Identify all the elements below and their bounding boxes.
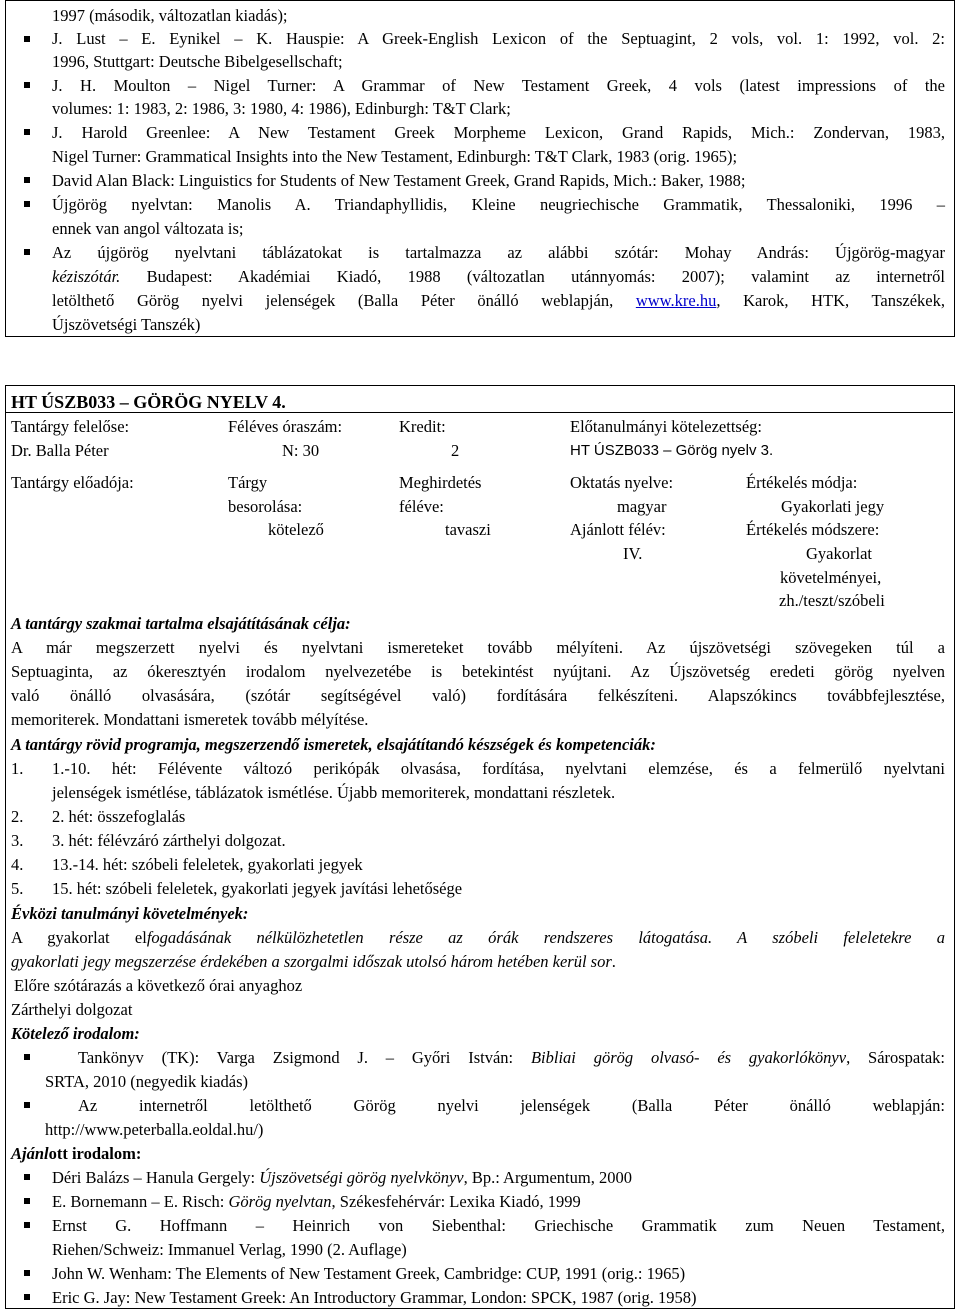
bullet-icon bbox=[24, 1102, 30, 1108]
program-item-5: 15. hét: szóbeli feleletek, gyakorlati jegyek javítási lehetősége bbox=[52, 879, 463, 898]
requirements-text-4: Zárthelyi dolgozat bbox=[11, 1000, 133, 1019]
program-num-3: 3. bbox=[11, 831, 24, 850]
program-item-1: 1.-10. hét: Félévente változó perikópák olvasása, fordítása, nyelvtani elemzése, és a felmerülő nyelvtani bbox=[52, 759, 945, 778]
mandatory-item-2-url: http://www.peterballa.eoldal.hu/) bbox=[45, 1120, 264, 1139]
requirements-text-1: A gyakorlat elfogadásának nélkülözhetetlen része az órák rendszeres látogatása. A szóbeli feleletekre a bbox=[11, 928, 945, 947]
list-item-moulton-cont: volumes: 1: 1983, 2: 1986, 3: 1980, 4: 1986), Edinburgh: T&T Clark; bbox=[52, 99, 511, 118]
credit-label: Kredit: bbox=[399, 417, 446, 436]
program-item-2: 2. hét: összefoglalás bbox=[52, 807, 186, 826]
aim-text-3: való önálló olvasására, (szótár segítségével való) fordítására felkészíteni. Alapszókincs továbbfejlesztése, bbox=[11, 686, 945, 705]
bullet-icon bbox=[24, 1222, 30, 1228]
prereq-value: HT ÚSZB033 – Görög nyelv 3. bbox=[570, 442, 774, 459]
program-item-3: 3. hét: félévzáró zárthelyi dolgozat. bbox=[52, 831, 286, 850]
bullet-icon bbox=[24, 36, 30, 42]
semester-label-2: féléve: bbox=[399, 497, 444, 516]
program-num-5: 5. bbox=[11, 879, 24, 898]
recommended-item-3-cont: Riehen/Schweiz: Immanuel Verlag, 1990 (2. Auflage) bbox=[52, 1240, 407, 1259]
recommended-literature-heading: Ajánlott irodalom: bbox=[11, 1144, 142, 1163]
aim-text-4: memoriterek. Mondattani ismeretek tovább mélyítése. bbox=[11, 710, 369, 729]
aim-text-2: Septuaginta, az ókeresztyén irodalom nyelvezetébe is betekintést nyújtani. Az Újszövetség eredeti görög nyelven bbox=[11, 662, 945, 681]
recommended-item-3: Ernst G. Hoffmann – Heinrich von Siebenthal: Griechische Grammatik zum Neuen Testament, bbox=[52, 1216, 945, 1235]
aim-text-1: A már megszerzett nyelvi és nyelvtani ismereteket tovább mélyíteni. Az újszövetségi szövegeken túl a bbox=[11, 638, 945, 657]
requirements-text-2: gyakorlati jegy megszerzése érdekében a szorgalmi időszak utolsó három hetében kerül sor. bbox=[11, 952, 616, 971]
method-label: Értékelés módszere: bbox=[746, 520, 880, 539]
method-value-3: zh./teszt/szóbeli bbox=[779, 591, 885, 610]
requirements-heading: Évközi tanulmányi követelmények: bbox=[11, 904, 249, 923]
program-item-4: 13.-14. hét: szóbeli feleletek, gyakorlati jegyek bbox=[52, 855, 363, 874]
bullet-icon bbox=[24, 129, 30, 135]
list-item-mohay-cont2: letölthető Görög nyelvi jelenségek (Balla Péter önálló weblapján, www.kre.hu, Karok, HTK, Tanszékek, bbox=[52, 291, 945, 310]
mandatory-item-1-cont: SRTA, 2010 (negyedik kiadás) bbox=[45, 1072, 248, 1091]
recommended-item-1: Déri Balázs – Hanula Gergely: Újszövetségi görög nyelvkönyv, Bp.: Argumentum, 2000 bbox=[52, 1168, 632, 1187]
requirements-text-3: Előre szótárazás a következő órai anyaghoz bbox=[14, 976, 303, 995]
language-value: magyar bbox=[617, 497, 667, 516]
semester-label-1: Meghirdetés bbox=[399, 473, 482, 492]
list-item-turner: Nigel Turner: Grammatical Insights into the New Testament, Edinburgh: T&T Clark, 1983 (orig. 1965); bbox=[52, 147, 738, 166]
bullet-icon bbox=[24, 1054, 30, 1060]
recommended-item-5: Eric G. Jay: New Testament Greek: An Introductory Grammar, London: SPCK, 1987 (orig. 1958) bbox=[52, 1288, 697, 1307]
mandatory-literature-heading: Kötelező irodalom: bbox=[11, 1024, 140, 1043]
list-item-mohay: Az újgörög nyelvtani táblázatokat is tartalmazza az alábbi szótár: Mohay András: Újgörög-magyar bbox=[52, 243, 945, 262]
bullet-icon bbox=[24, 1174, 30, 1180]
bullet-icon bbox=[24, 201, 30, 207]
hours-value: N: 30 bbox=[282, 441, 320, 460]
list-item-mohay-cont: kéziszótár. Budapest: Akadémiai Kiadó, 1988 (változatlan utánnyomás: 2007); valamint az internetről bbox=[52, 267, 945, 286]
kre-link[interactable]: www.kre.hu bbox=[635, 291, 717, 310]
mandatory-item-1: Tankönyv (TK): Varga Zsigmond J. – Győri István: Bibliai görög olvasó- és gyakorlókönyv, Sárospatak: bbox=[78, 1048, 945, 1067]
list-item-moulton: J. H. Moulton – Nigel Turner: A Grammar of New Testament Greek, 4 vols (latest impressions of the bbox=[52, 76, 945, 95]
method-value-2: követelményei, bbox=[780, 568, 882, 587]
bullet-icon bbox=[24, 177, 30, 183]
lecturer-label: Tantárgy előadója: bbox=[11, 473, 134, 492]
list-item-lust-cont: 1996, Stuttgart: Deutsche Bibelgesellschaft; bbox=[52, 52, 343, 71]
resp-value: Dr. Balla Péter bbox=[11, 441, 109, 460]
list-item-greenlee: J. Harold Greenlee: A New Testament Greek Morpheme Lexicon, Grand Rapids, Mich.: Zondervan, 1983, bbox=[52, 123, 945, 142]
list-item-mohay-cont3: Újszövetségi Tanszék) bbox=[52, 315, 201, 334]
bullet-icon bbox=[24, 1294, 30, 1300]
program-heading: A tantárgy rövid programja, megszerzendő ismeretek, elsajátítandó készségek és kompetenciák: bbox=[11, 735, 656, 754]
bullet-icon bbox=[24, 249, 30, 255]
list-item-ujgorog: Újgörög nyelvtan: Manolis A. Triandaphyllidis, Kleine neugriechische Grammatik, Thessaloniki, 1996 – bbox=[52, 195, 945, 214]
aim-heading: A tantárgy szakmai tartalma elsajátításának célja: bbox=[11, 614, 351, 633]
list-item-continuation: 1997 (második, változatlan kiadás); bbox=[52, 6, 288, 25]
program-num-2: 2. bbox=[11, 807, 24, 826]
evaluation-value: Gyakorlati jegy bbox=[781, 497, 885, 516]
hours-label: Féléves óraszám: bbox=[228, 417, 343, 436]
recommended-semester-label: Ajánlott félév: bbox=[570, 520, 666, 539]
prereq-label: Előtanulmányi kötelezettség: bbox=[570, 417, 762, 436]
course-title: HT ÚSZB033 – GÖRÖG NYELV 4. bbox=[11, 392, 286, 412]
bullet-icon bbox=[24, 1198, 30, 1204]
class-label-2: besorolása: bbox=[228, 497, 303, 516]
evaluation-label: Értékelés módja: bbox=[746, 473, 858, 492]
program-num-1: 1. bbox=[11, 759, 24, 778]
divider bbox=[5, 412, 953, 413]
recommended-semester-value: IV. bbox=[623, 544, 643, 563]
method-value-1: Gyakorlat bbox=[806, 544, 872, 563]
credit-value: 2 bbox=[451, 441, 460, 460]
list-item-lust: J. Lust – E. Eynikel – K. Hauspie: A Greek-English Lexicon of the Septuagint, 2 vols, vol. 1: 1992, vol. 2: bbox=[52, 29, 945, 48]
recommended-item-2: E. Bornemann – E. Risch: Görög nyelvtan, Székesfehérvár: Lexika Kiadó, 1999 bbox=[52, 1192, 581, 1211]
bullet-icon bbox=[24, 1270, 30, 1276]
program-item-1-cont: jelenségek ismétlése, táblázatok ismétlése. Újabb memoriterek, mondattani részletek. bbox=[52, 783, 616, 802]
semester-value: tavaszi bbox=[445, 520, 491, 539]
resp-label: Tantárgy felelőse: bbox=[11, 417, 130, 436]
class-value: kötelező bbox=[268, 520, 324, 539]
language-label: Oktatás nyelve: bbox=[570, 473, 674, 492]
program-num-4: 4. bbox=[11, 855, 24, 874]
bullet-icon bbox=[24, 82, 30, 88]
list-item-black: David Alan Black: Linguistics for Students of New Testament Greek, Grand Rapids, Mich.: Baker, 1988; bbox=[52, 171, 746, 190]
list-item-ujgorog-cont: ennek van angol változata is; bbox=[52, 219, 244, 238]
mandatory-item-2: Az internetről letölthető Görög nyelvi jelenségek (Balla Péter önálló weblapján: bbox=[78, 1096, 945, 1115]
recommended-item-4: John W. Wenham: The Elements of New Testament Greek, Cambridge: CUP, 1991 (orig.: 1965) bbox=[52, 1264, 686, 1283]
class-label-1: Tárgy bbox=[228, 473, 268, 492]
